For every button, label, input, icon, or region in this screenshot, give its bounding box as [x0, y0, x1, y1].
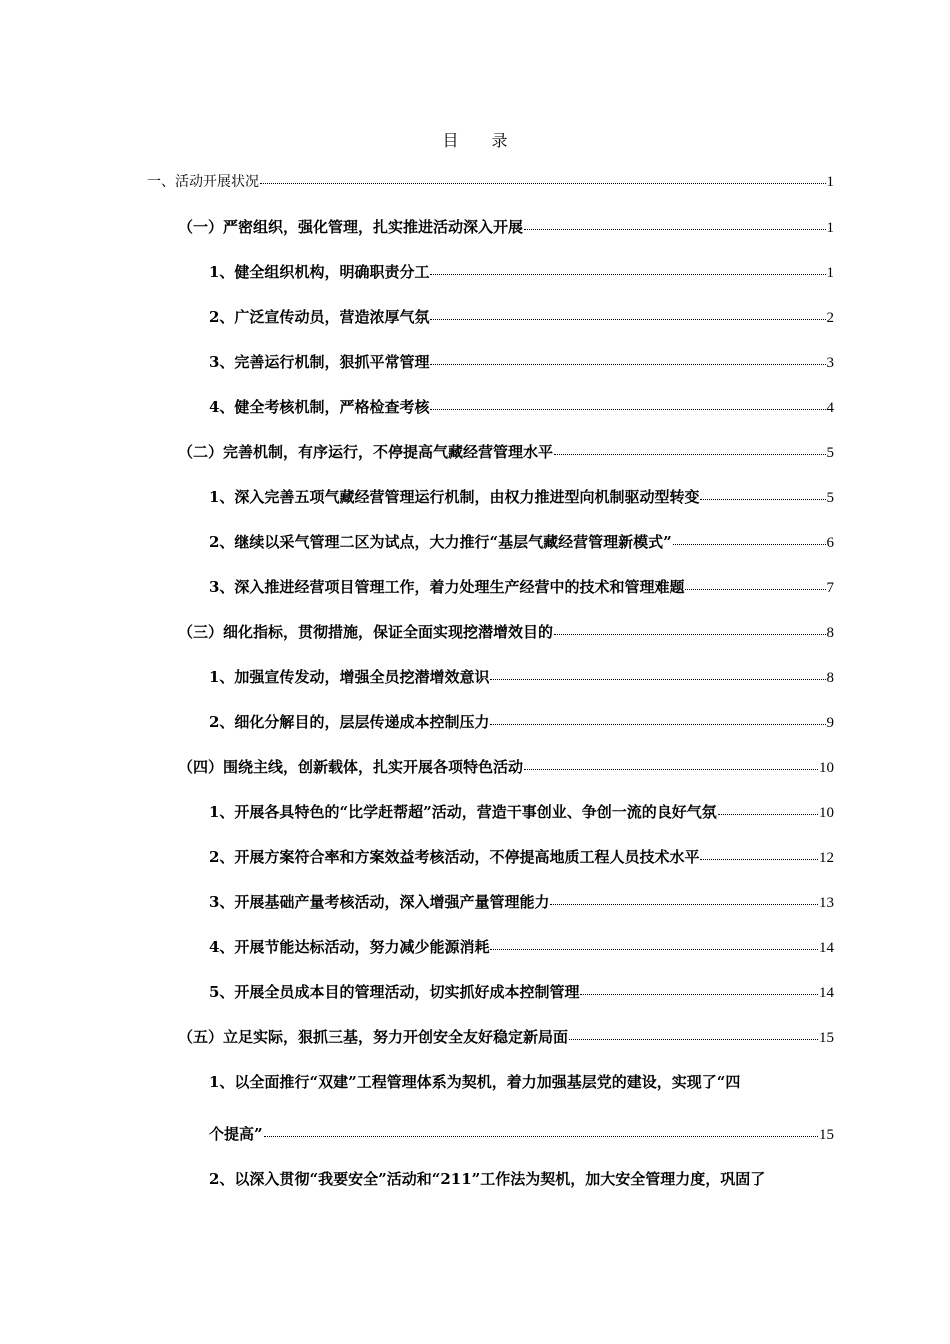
dot-leader	[550, 893, 818, 907]
toc-page-number: 10	[819, 760, 834, 776]
toc-entry[interactable]	[209, 891, 834, 914]
dot-leader	[430, 263, 825, 277]
toc-entry[interactable]	[178, 216, 834, 239]
toc-page-number: 13	[819, 895, 834, 911]
dot-leader	[260, 172, 826, 186]
toc-entry[interactable]	[209, 396, 834, 419]
dot-leader	[430, 398, 825, 412]
dot-leader	[524, 218, 825, 232]
toc-entry-text: （五）立足实际，狠抓三基，努力开创安全友好稳定新局面	[178, 1028, 569, 1046]
toc-entry[interactable]	[209, 351, 834, 374]
toc-page-number: 14	[819, 985, 834, 1001]
toc-entry[interactable]	[209, 261, 834, 284]
toc-entry[interactable]	[178, 441, 834, 464]
toc-page-number: 2	[826, 310, 834, 326]
toc-entry-text: 4、健全考核机制，严格检查考核	[209, 398, 430, 416]
dot-leader	[264, 1125, 818, 1139]
toc-entry[interactable]	[178, 756, 834, 779]
toc-entry[interactable]	[209, 981, 834, 1004]
toc-page-number: 4	[826, 400, 834, 416]
toc-entry[interactable]	[178, 621, 834, 644]
toc-entry[interactable]	[209, 846, 834, 869]
toc-page-number: 6	[826, 535, 834, 551]
toc-entry[interactable]	[209, 666, 834, 689]
dot-leader	[718, 803, 818, 817]
toc-entry[interactable]	[209, 801, 834, 824]
dot-leader	[700, 848, 818, 862]
toc-entry-wrapped-line[interactable]: 2、以深入贯彻“我要安全”活动和“211”工作法为契机，加大安全管理力度，巩固了	[209, 1170, 766, 1188]
toc-entry-text: 一、活动开展状况	[147, 174, 259, 190]
dot-leader	[490, 713, 825, 727]
toc-page-number: 10	[819, 805, 834, 821]
toc-entry-text: 2、广泛宣传动员，营造浓厚气氛	[209, 308, 430, 326]
toc-entry-text: 5、开展全员成本目的管理活动，切实抓好成本控制管理	[209, 983, 580, 1001]
toc-entry[interactable]	[147, 171, 834, 193]
toc-entry-text: 3、深入推进经营项目管理工作，着力处理生产经营中的技术和管理难题	[209, 578, 685, 596]
toc-entry-text: 2、继续以采气管理二区为试点，大力推行“基层气藏经营管理新模式”	[209, 533, 672, 551]
toc-page-number: 15	[819, 1030, 834, 1046]
toc-entry[interactable]	[209, 711, 834, 734]
toc-entry-text: （二）完善机制，有序运行，不停提高气藏经营管理水平	[178, 443, 554, 461]
toc-page-number: 15	[819, 1127, 834, 1143]
dot-leader	[554, 443, 825, 457]
toc-page-number: 12	[819, 850, 834, 866]
toc-entry-text: （一）严密组织，强化管理，扎实推进活动深入开展	[178, 218, 524, 236]
toc-page-number: 14	[819, 940, 834, 956]
toc-entry-text: 1、加强宣传发动，增强全员挖潜增效意识	[209, 668, 490, 686]
toc-entry-text: （三）细化指标，贯彻措施，保证全面实现挖潜增效目的	[178, 623, 554, 641]
toc-page-number: 1	[826, 174, 834, 190]
toc-page-number: 3	[826, 355, 834, 371]
dot-leader	[490, 668, 825, 682]
toc-page-number: 8	[826, 670, 834, 686]
toc-entry-wrapped-line[interactable]: 1、以全面推行“双建”工程管理体系为契机，着力加强基层党的建设，实现了“四	[209, 1073, 741, 1091]
toc-entry-text: 3、完善运行机制，狠抓平常管理	[209, 353, 430, 371]
toc-page-number: 9	[826, 715, 834, 731]
toc-entry-text: 2、开展方案符合率和方案效益考核活动，不停提高地质工程人员技术水平	[209, 848, 700, 866]
toc-page-number: 5	[826, 445, 834, 461]
dot-leader	[430, 308, 825, 322]
toc-page-number: 8	[826, 625, 834, 641]
toc-entry-text: 1、健全组织机构，明确职责分工	[209, 263, 430, 281]
dot-leader	[524, 758, 818, 772]
toc-page-number: 7	[826, 580, 834, 596]
toc-entry[interactable]	[209, 531, 834, 554]
dot-leader	[580, 983, 818, 997]
toc-entry-text: （四）围绕主线，创新载体，扎实开展各项特色活动	[178, 758, 524, 776]
toc-title: 目 录	[442, 131, 522, 150]
toc-entry-text: 1、深入完善五项气藏经营管理运行机制，由权力推进型向机制驱动型转变	[209, 488, 700, 506]
toc-entry-text: 3、开展基础产量考核活动，深入增强产量管理能力	[209, 893, 550, 911]
dot-leader	[685, 578, 825, 592]
dot-leader	[554, 623, 825, 637]
toc-entry[interactable]	[209, 306, 834, 329]
toc-entry[interactable]	[209, 576, 834, 599]
toc-page-number: 1	[826, 265, 834, 281]
toc-entry[interactable]	[178, 1026, 834, 1049]
dot-leader	[490, 938, 818, 952]
toc-entry-text: 4、开展节能达标活动，努力减少能源消耗	[209, 938, 490, 956]
dot-leader	[430, 353, 825, 367]
dot-leader	[569, 1028, 818, 1042]
dot-leader	[673, 533, 826, 547]
toc-entry[interactable]	[209, 1123, 834, 1146]
toc-page-number: 1	[826, 220, 834, 236]
toc-entry[interactable]	[209, 936, 834, 959]
toc-entry-text: 2、细化分解目的，层层传递成本控制压力	[209, 713, 490, 731]
toc-entry[interactable]	[209, 486, 834, 509]
dot-leader	[700, 488, 825, 502]
toc-page-number: 5	[826, 490, 834, 506]
toc-entry-text: 1、开展各具特色的“比学赶帮超”活动，营造干事创业、争创一流的良好气氛	[209, 803, 717, 821]
toc-entry-text: 个提高”	[209, 1125, 263, 1143]
